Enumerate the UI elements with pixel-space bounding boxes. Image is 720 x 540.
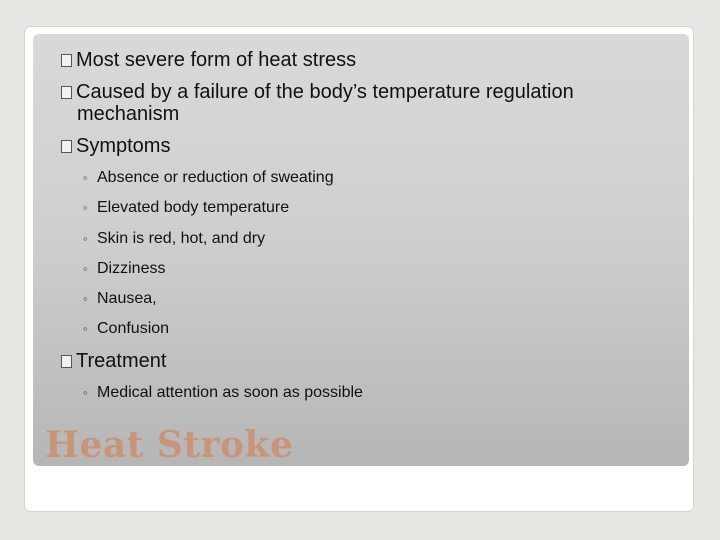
- circle-bullet-icon: ◦: [83, 261, 88, 276]
- sub-bullet-text: Medical attention as soon as possible: [97, 384, 363, 401]
- bullet-item: [61, 81, 574, 125]
- circle-bullet-icon: ◦: [83, 321, 88, 336]
- content-panel: [33, 34, 689, 466]
- slide-title: Heat Stroke: [45, 424, 294, 466]
- sub-bullet-item: [83, 320, 169, 338]
- sub-bullet-text: Dizziness: [97, 260, 166, 277]
- bullet-text: Caused by a failure of the body’s temperature regulation: [76, 81, 574, 103]
- circle-bullet-icon: ◦: [83, 231, 88, 246]
- bullet-list: [33, 34, 689, 466]
- bullet-item: [61, 49, 356, 71]
- circle-bullet-icon: ◦: [83, 200, 88, 215]
- sub-bullet-item: [83, 169, 334, 187]
- bullet-item: [61, 135, 170, 157]
- sub-bullet-text: Absence or reduction of sweating: [97, 169, 334, 186]
- circle-bullet-icon: ◦: [83, 385, 88, 400]
- bullet-text: Treatment: [76, 350, 167, 372]
- sub-bullet-text: Skin is red, hot, and dry: [97, 230, 266, 247]
- sub-bullet-item: [83, 260, 165, 278]
- sub-bullet-item: [83, 230, 265, 248]
- sub-bullet-text: Confusion: [97, 320, 170, 337]
- checkbox-bullet-icon: [61, 355, 72, 368]
- circle-bullet-icon: ◦: [83, 291, 88, 306]
- sub-bullet-item: [83, 290, 157, 308]
- sub-bullet-item: [83, 384, 363, 402]
- bullet-continuation: mechanism: [77, 103, 180, 125]
- bullet-text: Most severe form of heat stress: [76, 49, 357, 71]
- sub-bullet-text: Elevated body temperature: [97, 199, 290, 216]
- bullet-item: [61, 350, 166, 372]
- checkbox-bullet-icon: [61, 140, 72, 153]
- bullet-text: Symptoms: [76, 135, 171, 157]
- sub-bullet-item: [83, 199, 289, 217]
- sub-bullet-text: Nausea,: [97, 290, 157, 307]
- checkbox-bullet-icon: [61, 54, 72, 67]
- circle-bullet-icon: ◦: [83, 170, 88, 185]
- checkbox-bullet-icon: [61, 86, 72, 99]
